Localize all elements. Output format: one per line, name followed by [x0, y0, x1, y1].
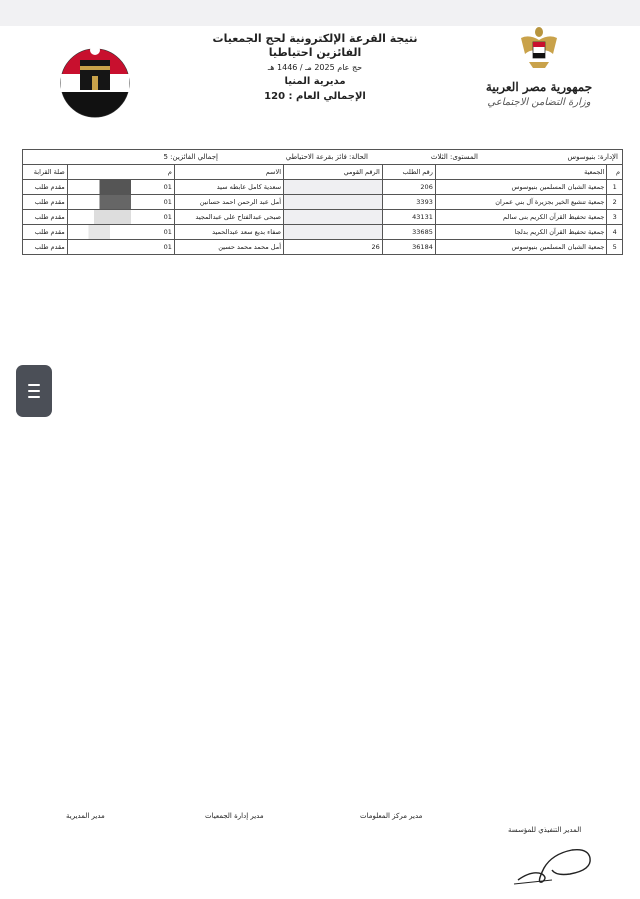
cell-name: أمل محمد محمد حسين	[174, 240, 283, 255]
table-row	[23, 180, 623, 195]
cell-relation: مقدم طلب	[23, 225, 68, 240]
cell-association: جمعية الشبان المسلمين بنيوسوس	[435, 180, 607, 195]
cell-request-number: 206	[382, 180, 435, 195]
col-association: الجمعية	[435, 165, 607, 180]
cell-request-number: 3393	[382, 195, 435, 210]
signature-associations: مدير إدارة الجمعيات	[205, 812, 264, 820]
cell-national-id: 26	[284, 240, 383, 255]
cell-index: 2	[607, 195, 623, 210]
menu-button[interactable]	[16, 365, 52, 417]
season-line: حج عام 2025 مـ / 1446 هـ	[267, 63, 363, 72]
cell-request-number: 36184	[382, 240, 435, 255]
cell-national-id-redacted	[284, 210, 383, 225]
col-index: م	[607, 165, 623, 180]
cell-national-id-redacted	[284, 225, 383, 240]
cell-association: جمعية الشبان المسلمين بنيوسوس	[435, 240, 607, 255]
info-level: المستوى: الثلاث	[430, 153, 478, 161]
cell-phone: 01	[67, 210, 174, 225]
col-phone: م	[67, 165, 174, 180]
cell-association: جمعية تحفيظ القرآن الكريم بنى سالم	[435, 210, 607, 225]
info-winners: إجمالي الفائزين: 5	[163, 153, 218, 161]
cell-phone: 01	[67, 240, 174, 255]
info-status: الحالة: فائز بقرعة الاحتياطي	[285, 153, 368, 161]
cell-national-id-redacted	[284, 195, 383, 210]
cell-relation: مقدم طلب	[23, 210, 68, 225]
col-request-number: رقم الطلب	[382, 165, 435, 180]
top-bar	[0, 0, 640, 26]
republic-name: جمهورية مصر العربية	[485, 80, 593, 94]
hajj-logo-icon	[58, 28, 132, 138]
cell-association: جمعية تنشيع الخير بجزيرة آل بني عمران	[435, 195, 607, 210]
cell-index: 5	[607, 240, 623, 255]
cell-name: سعدية كامل عابطه سيد	[174, 180, 283, 195]
menu-icon	[28, 384, 40, 386]
table-row	[23, 225, 623, 240]
col-relation: صلة القرابة	[23, 165, 68, 180]
cell-request-number: 43131	[382, 210, 435, 225]
cell-index: 1	[607, 180, 623, 195]
col-name: الاسم	[174, 165, 283, 180]
results-table	[22, 164, 623, 255]
cell-phone: 01	[67, 180, 174, 195]
title-line-1: نتيجة القرعة الإلكترونية لحج الجمعيات	[212, 32, 418, 45]
cell-name: أمل عبد الرحمن احمد حسانين	[174, 195, 283, 210]
cell-association: جمعية تحفيظ القرآن الكريم بدلجا	[435, 225, 607, 240]
ministry-name: وزارة التضامن الاجتماعي	[487, 97, 591, 108]
info-bar	[22, 149, 623, 164]
cell-national-id-redacted	[284, 180, 383, 195]
document-title-block	[190, 32, 440, 102]
menu-icon-line	[28, 396, 40, 398]
cell-phone: 01	[67, 195, 174, 210]
table-header-row	[23, 165, 623, 180]
cell-relation: مقدم طلب	[23, 195, 68, 210]
menu-icon-line	[28, 390, 40, 392]
cell-index: 3	[607, 210, 623, 225]
directorate-line: مديرية المنيا	[284, 76, 346, 87]
info-admin: الإدارة: بنيوسوس	[567, 153, 618, 161]
cell-relation: مقدم طلب	[23, 240, 68, 255]
col-national-id: الرقم القومي	[284, 165, 383, 180]
signature-info-center: مدير مركز المعلومات	[360, 812, 423, 820]
cell-relation: مقدم طلب	[23, 180, 68, 195]
cell-request-number: 33685	[382, 225, 435, 240]
table-row	[23, 210, 623, 225]
eagle-emblem-icon	[519, 24, 559, 72]
cell-name: صبحى عبدالفتاح على عبدالمجيد	[174, 210, 283, 225]
cell-phone: 01	[67, 225, 174, 240]
signature-directorate: مدير المديرية	[66, 812, 105, 820]
cell-name: صفاء بديع سعد عبدالحميد	[174, 225, 283, 240]
signature-executive: المدير التنفيذي للمؤسسة	[508, 826, 582, 834]
total-line: الإجمالي العام : 120	[264, 91, 366, 102]
table-row	[23, 195, 623, 210]
table-row	[23, 240, 623, 255]
title-line-2: الفائزين احتياطيا	[268, 46, 362, 59]
handwritten-signature-icon	[512, 840, 596, 886]
republic-block	[474, 24, 604, 108]
cell-index: 4	[607, 225, 623, 240]
